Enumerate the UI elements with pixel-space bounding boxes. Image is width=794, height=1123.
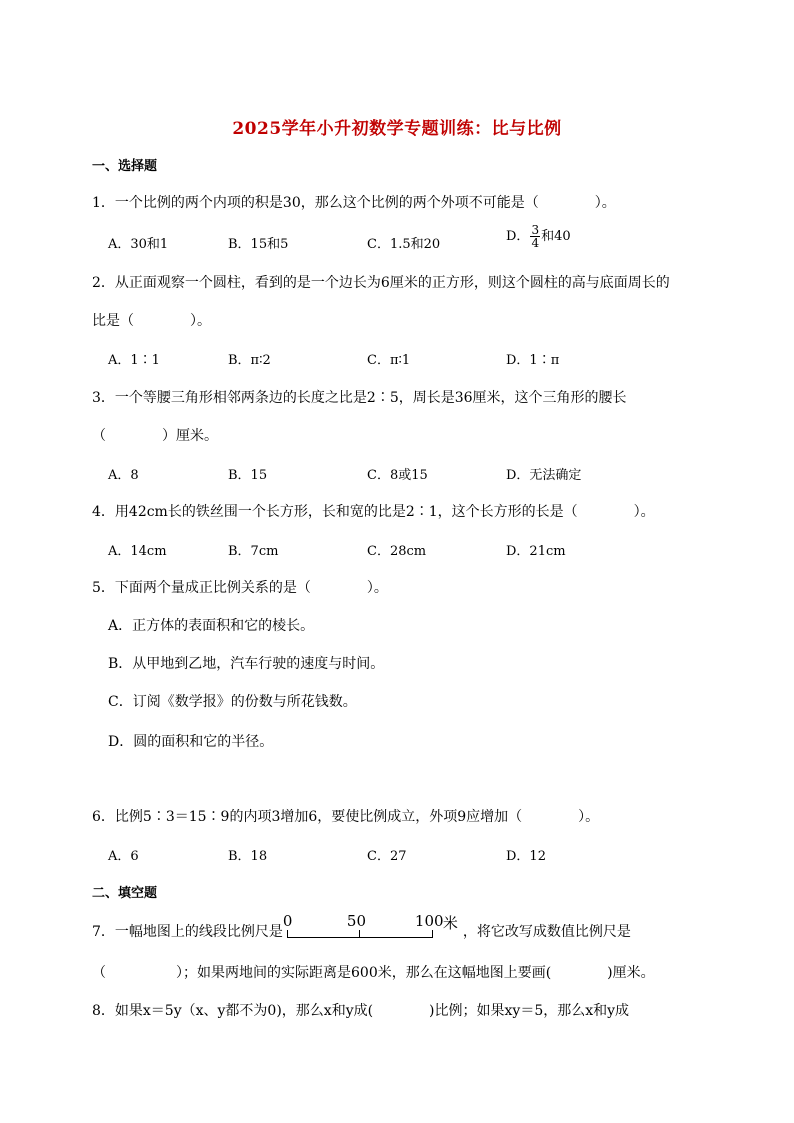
q6-option-b: B．18: [228, 849, 268, 864]
q4-option-c: C．28cm: [367, 544, 427, 559]
question-2-line-1: 2．从正面观察一个圆柱，看到的是一个边长为6厘米的正方形，则这个圆柱的高与底面周长的: [92, 275, 670, 291]
fraction: [530, 224, 540, 249]
q1-option-d-prefix: D．: [506, 229, 530, 244]
q3-option-c: C．8或15: [367, 468, 428, 483]
q1-option-d-suffix: 和40: [541, 229, 571, 244]
q6-option-c: C．27: [367, 849, 407, 864]
q1-option-d: [506, 224, 571, 249]
line-scale: [282, 912, 463, 942]
q7-suffix: ，将它改写成数值比例尺是: [462, 924, 631, 940]
scale-unit: 米: [442, 914, 458, 932]
q1-option-c: C．1.5和20: [367, 237, 441, 252]
q2-option-c: C．π∶1: [367, 353, 411, 368]
fraction-numerator: 3: [531, 223, 540, 237]
scale-tick: [287, 930, 288, 938]
q5-option-b: B．从甲地到乙地，汽车行驶的速度与时间。: [108, 656, 385, 672]
question-4: 4．用42cm长的铁丝围一个长方形，长和宽的比是2∶1，这个长方形的长是（ ）。: [92, 504, 655, 520]
section-heading-fill: 二、填空题: [92, 886, 158, 901]
question-8: 8．如果x＝5y（x、y都不为0)，那么x和y成( )比例；如果xy＝5，那么x和y成: [92, 1003, 630, 1019]
q2-option-d: D．1∶π: [506, 353, 560, 368]
scale-tick: [359, 930, 360, 938]
q4-option-d: D．21cm: [506, 544, 566, 559]
q5-option-d: D．圆的面积和它的半径。: [108, 734, 274, 750]
question-7-line-1: [92, 912, 631, 942]
q1-option-a: A．30和1: [108, 237, 169, 252]
scale-tick: [432, 930, 433, 938]
scale-label-100: 100: [414, 912, 444, 930]
scale-bar: [287, 937, 433, 938]
question-7-line-2: （ ）；如果两地间的实际距离是600米，那么在这幅地图上要画( )厘米。: [92, 965, 655, 981]
question-3-line-2: （ ）厘米。: [92, 428, 218, 444]
scale-label-50: 50: [346, 912, 367, 930]
question-3-line-1: 3．一个等腰三角形相邻两条边的长度之比是2∶5，周长是36厘米，这个三角形的腰长: [92, 390, 627, 406]
q2-option-a: A．1∶1: [108, 353, 160, 368]
question-5: 5．下面两个量成正比例关系的是（ ）。: [92, 580, 388, 596]
page-title: 2025学年小升初数学专题训练：比与比例: [232, 119, 562, 139]
q1-option-b: B．15和5: [228, 237, 289, 252]
q3-option-a: A．8: [108, 468, 139, 483]
q2-option-b: B．π∶2: [228, 353, 271, 368]
section-heading-choice: 一、选择题: [92, 159, 158, 174]
fraction-denominator: 4: [531, 236, 540, 250]
q7-prefix: 7．一幅地图上的线段比例尺是: [92, 924, 283, 940]
q4-option-b: B．7cm: [228, 544, 279, 559]
q3-option-b: B．15: [228, 468, 268, 483]
scale-label-0: 0: [282, 912, 293, 930]
q5-option-a: A．正方体的表面积和它的棱长。: [108, 618, 315, 634]
q4-option-a: A．14cm: [108, 544, 167, 559]
question-1: 1．一个比例的两个内项的积是30，那么这个比例的两个外项不可能是（ ）。: [92, 195, 616, 211]
q6-option-a: A．6: [108, 849, 139, 864]
question-2-line-2: 比是（ ）。: [92, 313, 211, 329]
question-6: 6．比例5∶3＝15∶9的内项3增加6，要使比例成立，外项9应增加（ ）。: [92, 809, 600, 825]
q3-option-d: D．无法确定: [506, 468, 582, 483]
q6-option-d: D．12: [506, 849, 546, 864]
q5-option-c: C．订阅《数学报》的份数与所花钱数。: [108, 694, 357, 710]
